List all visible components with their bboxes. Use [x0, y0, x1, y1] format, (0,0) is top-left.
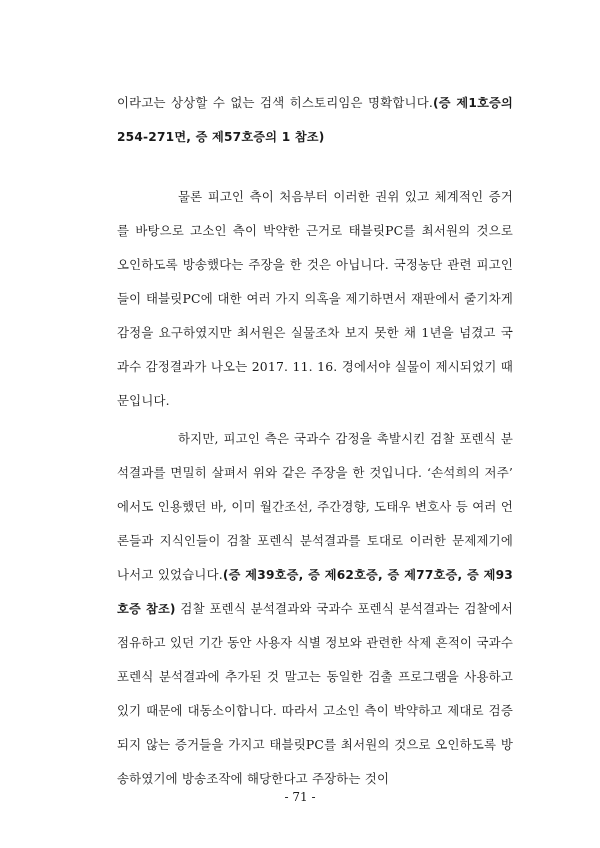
- paragraph-1: [117, 86, 513, 154]
- page-number: - 71 -: [284, 790, 316, 804]
- paragraph-3: [117, 422, 513, 796]
- paragraph-3-text: 하지만, 피고인 측은 국과수 감정을 촉발시킨 검찰 포렌식 분석결과를 면밀히 살펴서 위와 같은 주장을 한 것입니다. ‘손석희의 저주’ 에서도 인용했던 바, 이미 월간조선, 주간경향, 도태우 변호사 등 여러 언론들과 지식인들이 검찰 포렌식 분석결과를 토대로 이러한 문제제기에 나서고 있었습니다.: [117, 431, 513, 582]
- paragraph-1-text: 이라고는 상상할 수 없는 검색 히스토리임은 명확합니다.: [117, 95, 434, 110]
- paragraph-1-citation: (증 제1호증의 254-271면, 증 제57호증의 1 참조): [117, 96, 513, 144]
- paragraph-2-text: 물론 피고인 측이 처음부터 이러한 권위 있고 체계적인 증거를 바탕으로 고소인 측이 박약한 근거로 태블릿PC를 최서원의 것으로 오인하도록 방송했다는 주장을 한 것은 아닙니다. 국정농단 관련 피고인들이 태블릿PC에 대한 여러 가지 의혹을 제기하면서 재판에서 줄기차게 감정을 요구하였지만 최서원은 실물조차 보지 못한 채 1년을 넘겼고 국과수 감정결과가 나오는 2017. 11. 16. 경에서야 실물이 제시되었기 때문입니다.: [117, 189, 513, 408]
- paragraph-3-citation: (증 제39호증, 증 제62호증, 증 제77호증, 증 제93호증 참조): [117, 568, 513, 616]
- paragraph-3-after: 검찰 포렌식 분석결과와 국과수 포렌식 분석결과는 검찰에서 점유하고 있던 기간 동안 사용자 식별 정보와 관련한 삭제 흔적이 국과수 포렌식 분석결과에 추가된 것 말고는 동일한 검출 프로그램을 사용하고 있기 때문에 대동소이합니다. 따라서 고소인 측이 박약하고 제대로 검증되지 않는 증거들을 가지고 태블릿PC를 최서원의 것으로 오인하도록 방송하였기에 방송조작에 해당한다고 주장하는 것이: [117, 601, 513, 786]
- paragraph-2: [117, 180, 513, 418]
